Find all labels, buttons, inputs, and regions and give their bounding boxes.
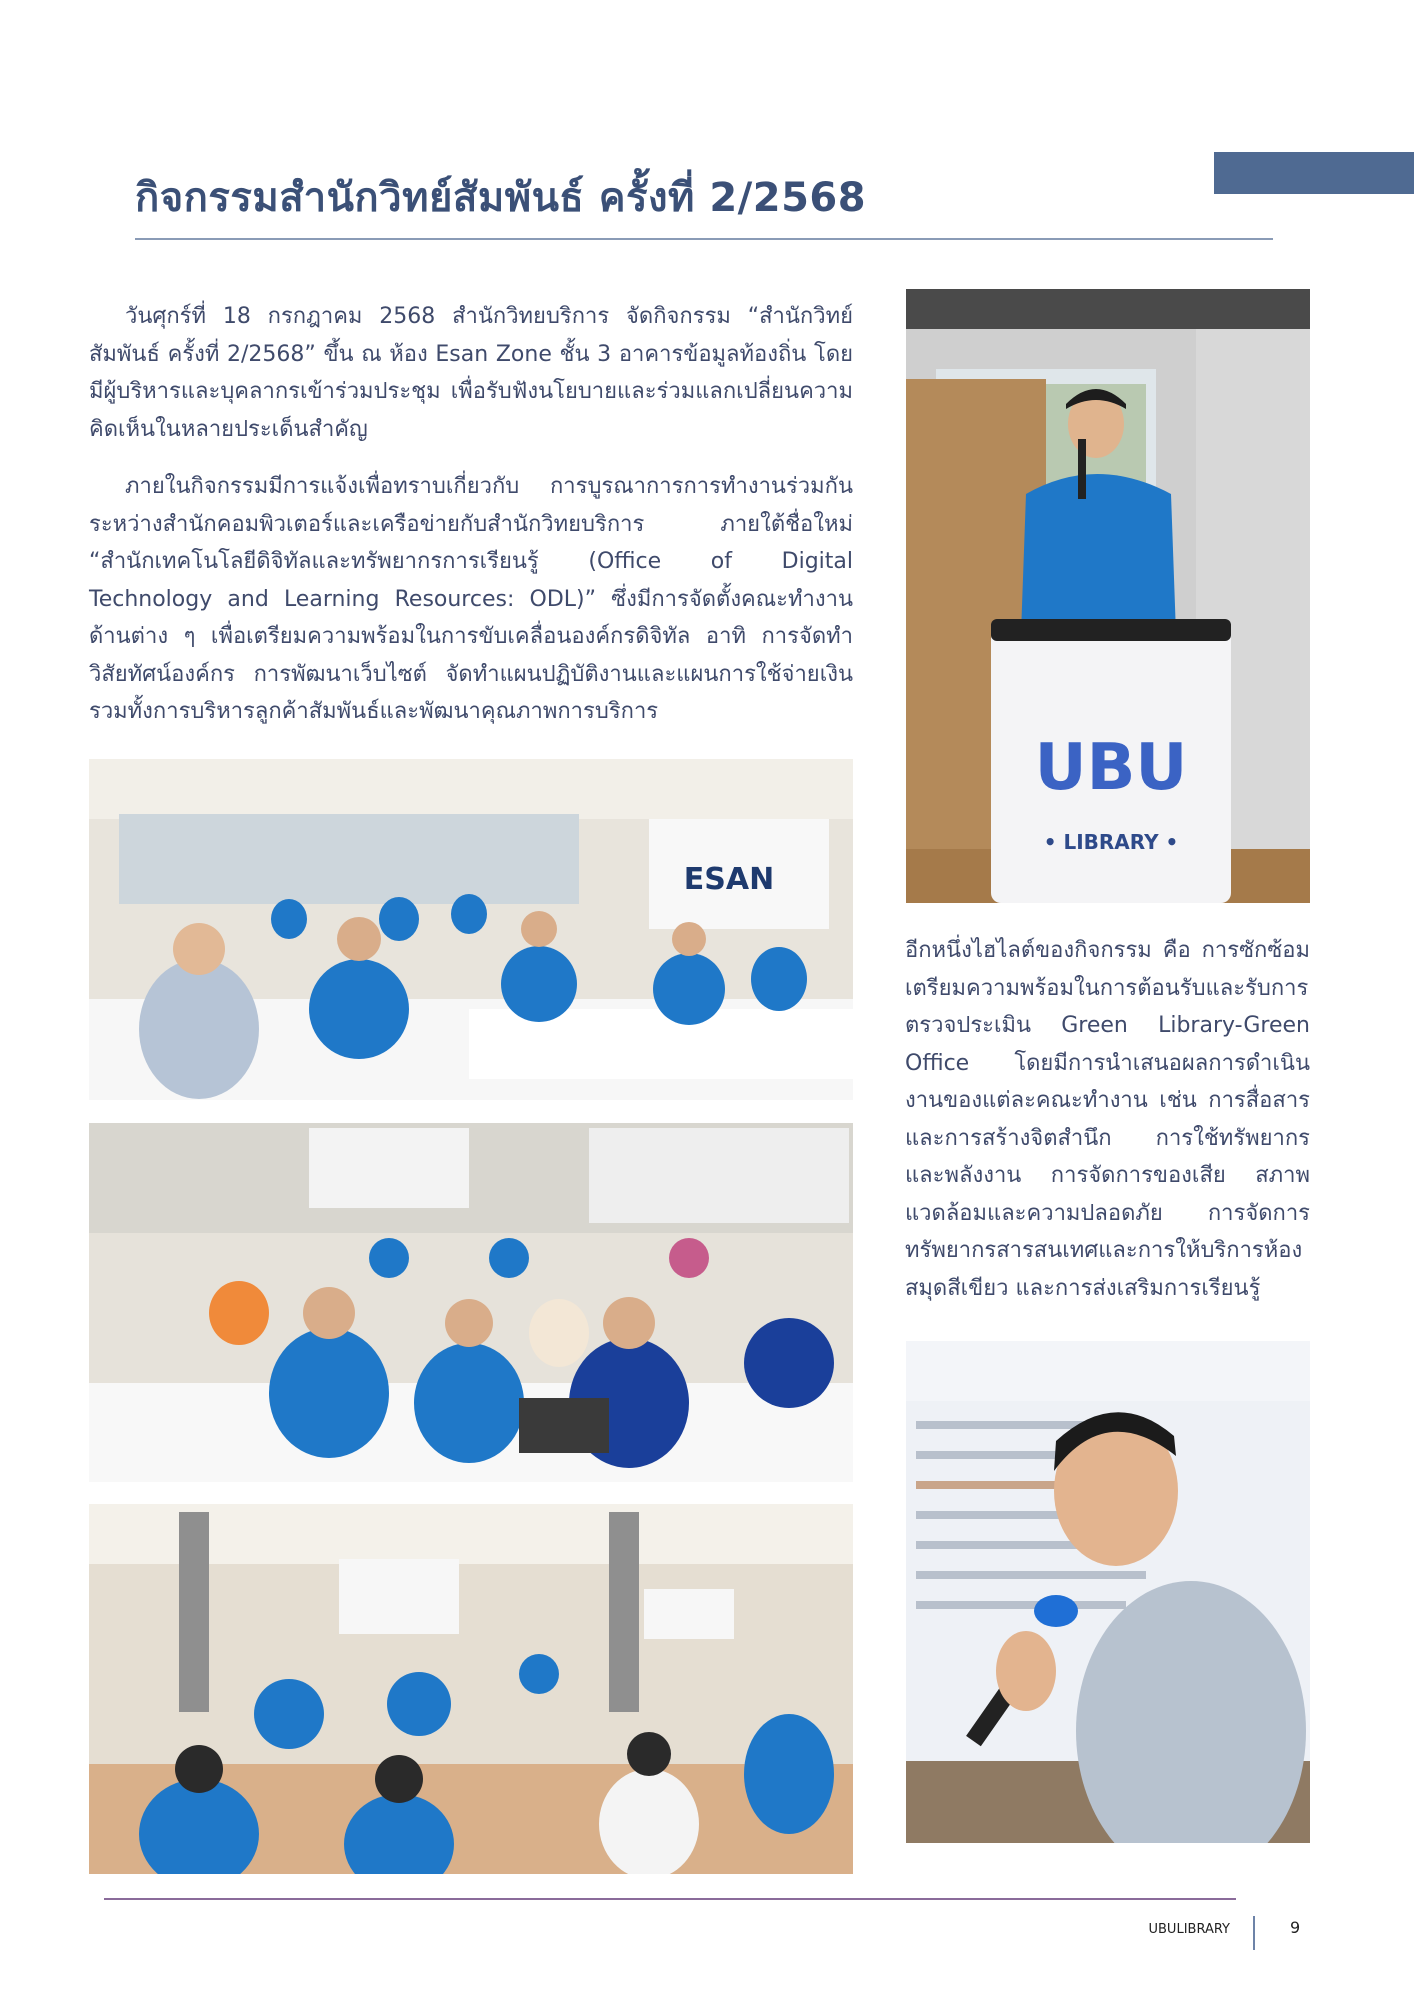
photo-meeting-room-2 [89, 1123, 853, 1482]
footer-separator [1253, 1916, 1255, 1950]
title-underline [135, 238, 1273, 240]
page-title: กิจกรรมสำนักวิทย์สัมพันธ์ ครั้งที่ 2/2568 [135, 175, 867, 221]
photo-meeting-room-1 [89, 759, 853, 1100]
footer-divider [104, 1898, 1236, 1900]
paragraph-details: ภายในกิจกรรมมีการแจ้งเพื่อทราบเกี่ยวกับ การบูรณาการการทำงานร่วมกันระหว่างสำนักคอมพิวเตอร์และเครือข่ายกับสำนักวิทยบริการ ภายใต้ชื่อใหม่ “สำนักเทคโนโลยีดิจิทัลและทรัพยากรการเรียนรู้ (Office of Digital Technology and Learning Resources: ODL)” ซึ่งมีการจัดตั้งคณะทำงานด้านต่าง ๆ เพื่อเตรียมความพร้อมในการขับเคลื่อนองค์กรดิจิทัล อาทิ การจัดทำวิสัยทัศน์องค์กร การพัฒนาเว็บไซต์ จัดทำแผนปฏิบัติงานและแผนการใช้จ่ายเงิน รวมทั้งการบริหารลูกค้าสัมพันธ์และพัฒนาคุณภาพการบริการ [89, 474, 853, 724]
wall-sign-esan: ESAN [683, 862, 775, 897]
photo-meeting-room-3 [89, 1504, 853, 1874]
page-number: 9 [1290, 1918, 1301, 1937]
side-article-text: อีกหนึ่งไฮไลต์ของกิจกรรม คือ การซักซ้อมเตรียมความพร้อมในการต้อนรับและรับการตรวจประเมิน Green Library-Green Office โดยมีการนำเสนอผลการดำเนินงานของแต่ละคณะทำงาน เช่น การสื่อสารและการสร้างจิตสำนึก การใช้ทรัพยากรและพลังงาน การจัดการของเสีย สภาพแวดล้อมและความปลอดภัย การจัดการทรัพยากรสารสนเทศและการให้บริการห้องสมุดสีเขียว และการส่งเสริมการเรียนรู้ [905, 938, 1310, 1301]
podium-logo: UBU [1034, 731, 1188, 805]
photo-speaker-podium [906, 289, 1310, 903]
main-article-text [89, 298, 853, 751]
header-accent-bar [1214, 152, 1414, 194]
footer-brand: UBULIBRARY [1148, 1922, 1230, 1937]
photo-presenter-microphone [906, 1341, 1310, 1843]
podium-caption: • LIBRARY • [1043, 830, 1179, 854]
paragraph-intro: วันศุกร์ที่ 18 กรกฎาคม 2568 สำนักวิทยบริการ จัดกิจกรรม “สำนักวิทย์สัมพันธ์ ครั้งที่ 2/2568” ขึ้น ณ ห้อง Esan Zone ชั้น 3 อาคารข้อมูลท้องถิ่น โดยมีผู้บริหารและบุคลากรเข้าร่วมประชุม เพื่อรับฟังนโยบายและร่วมแลกเปลี่ยนความคิดเห็นในหลายประเด็นสำคัญ [89, 304, 853, 442]
